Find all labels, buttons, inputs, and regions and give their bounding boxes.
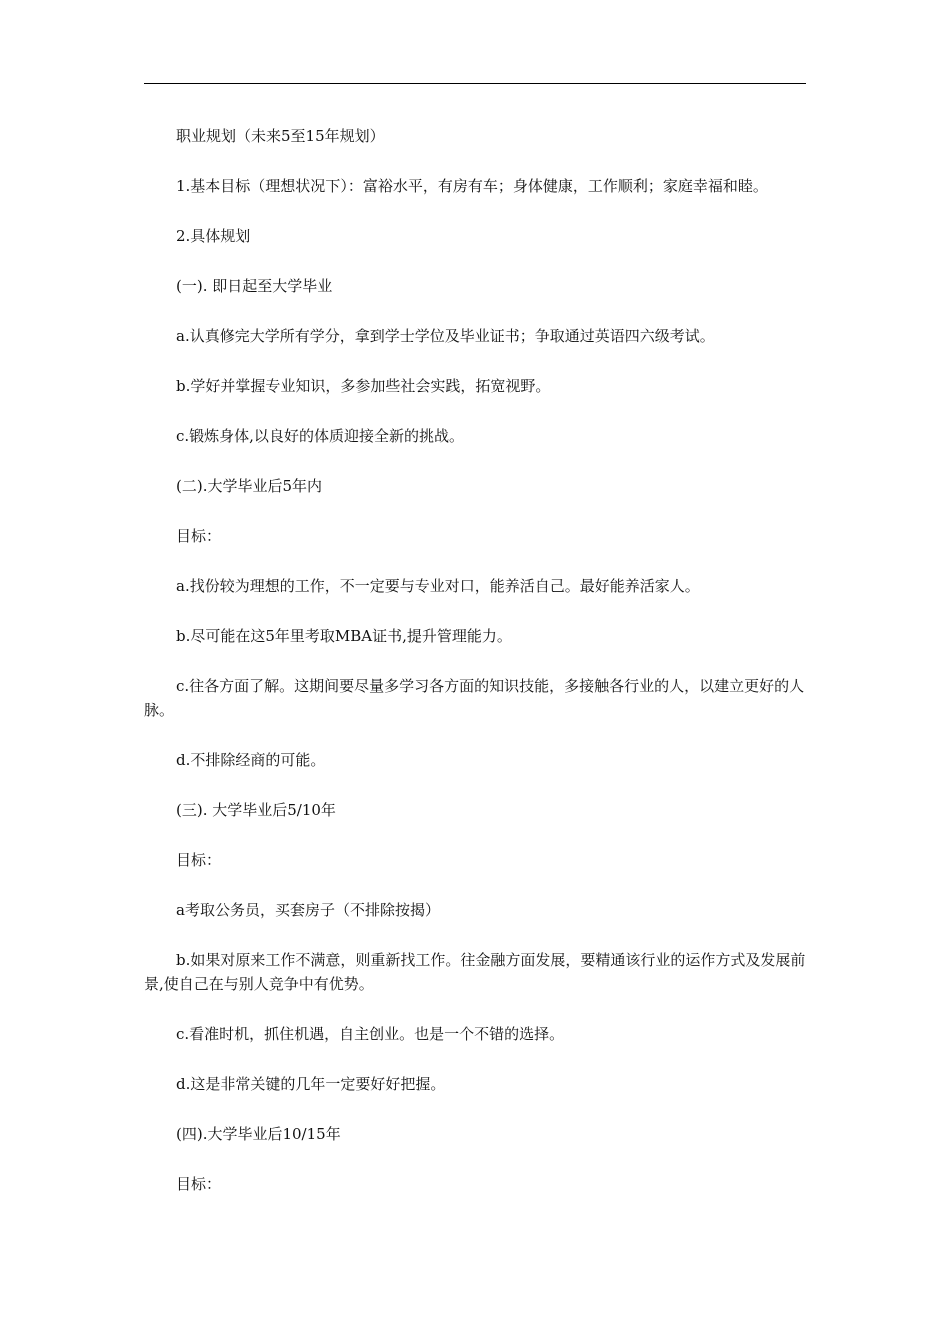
phase-2-item-b: b.尽可能在这5年里考取MBA证书,提升管理能力。	[176, 627, 512, 645]
phase-heading-3: (三). 大学毕业后5/10年	[176, 801, 336, 819]
phase-2-goal-label: 目标：	[176, 527, 222, 545]
phase-1-item-b: b.学好并掌握专业知识，多参加些社会实践，拓宽视野。	[176, 377, 551, 395]
basic-goal-paragraph: 1.基本目标（理想状况下）：富裕水平，有房有车；身体健康，工作顺利；家庭幸福和睦。	[176, 177, 768, 195]
section-heading-specific-plan: 2.具体规划	[176, 227, 251, 245]
phase-3-item-c: c.看准时机，抓住机遇，自主创业。也是一个不错的选择。	[176, 1025, 565, 1043]
phase-2-item-d: d.不排除经商的可能。	[176, 751, 326, 769]
phase-3-item-d: d.这是非常关键的几年一定要好好把握。	[176, 1075, 446, 1093]
phase-2-item-c: c.往各方面了解。这期间要尽量多学习各方面的知识技能，多接触各行业的人，以建立更好的人脉。	[144, 677, 805, 719]
phase-3-item-a: a考取公务员，买套房子（不排除按揭）	[176, 901, 440, 919]
phase-heading-4: (四).大学毕业后10/15年	[176, 1125, 341, 1143]
document-title: 职业规划（未来5至15年规划）	[176, 127, 385, 145]
phase-heading-1: (一). 即日起至大学毕业	[176, 277, 333, 295]
phase-1-item-c: c.锻炼身体,以良好的体质迎接全新的挑战。	[176, 427, 464, 445]
phase-3-goal-label: 目标：	[176, 851, 222, 869]
phase-1-item-a: a.认真修完大学所有学分，拿到学士学位及毕业证书；争取通过英语四六级考试。	[176, 327, 715, 345]
document-body	[144, 124, 806, 1222]
header-rule	[144, 83, 806, 84]
phase-2-item-a: a.找份较为理想的工作，不一定要与专业对口，能养活自己。最好能养活家人。	[176, 577, 700, 595]
phase-3-item-b: b.如果对原来工作不满意，则重新找工作。往金融方面发展，要精通该行业的运作方式及发展前景,使自己在与别人竞争中有优势。	[144, 951, 806, 993]
phase-4-goal-label: 目标：	[176, 1175, 222, 1193]
phase-heading-2: (二).大学毕业后5年内	[176, 477, 323, 495]
